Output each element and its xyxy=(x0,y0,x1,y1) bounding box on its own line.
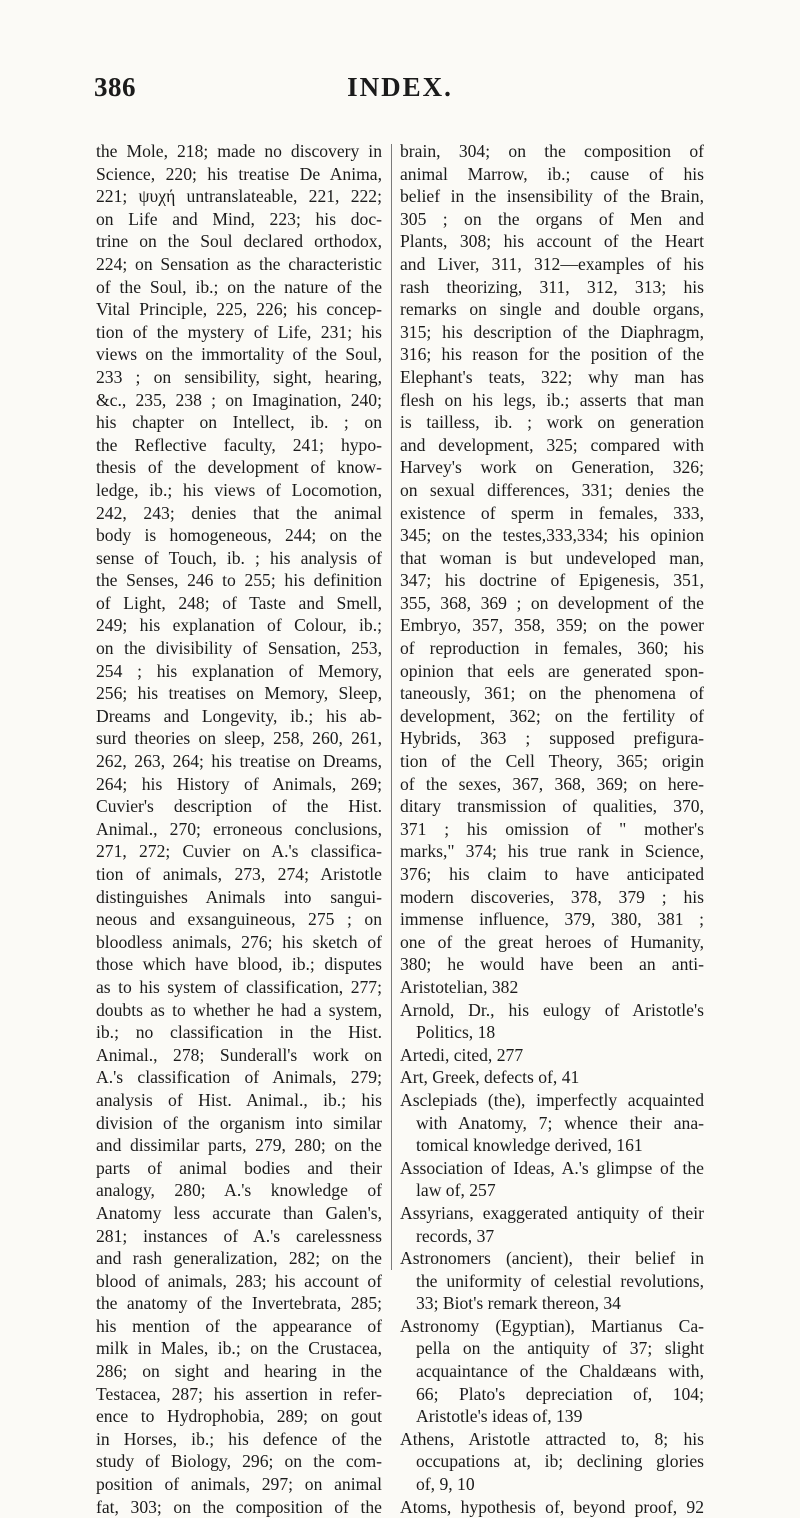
index-line: the Reflective faculty, 241; hypo- xyxy=(96,434,382,455)
index-line: as to his system of classification, 277; xyxy=(96,976,382,997)
index-line: that woman is but undeveloped man, xyxy=(400,547,704,568)
index-line: flesh on his legs, ib.; asserts that man xyxy=(400,389,704,410)
index-line: one of the great heroes of Humanity, xyxy=(400,931,704,952)
index-line: blood of animals, 283; his account of xyxy=(96,1270,382,1291)
index-line: body is homogeneous, 244; on the xyxy=(96,525,382,546)
index-line: analogy, 280; A.'s knowledge of xyxy=(96,1180,382,1201)
index-line: distinguishes Animals into sangui- xyxy=(96,886,382,907)
index-line: 305 ; on the organs of Men and xyxy=(400,208,704,229)
index-line: 347; his doctrine of Epigenesis, 351, xyxy=(400,570,704,591)
index-line: Hybrids, 363 ; supposed prefigura- xyxy=(400,728,704,749)
index-column-left xyxy=(96,140,382,1518)
index-line: Anatomy less accurate than Galen's, xyxy=(96,1202,382,1223)
index-line: &c., 235, 238 ; on Imagination, 240; xyxy=(96,389,382,410)
index-line: 233 ; on sensibility, sight, hearing, xyxy=(96,366,382,387)
index-line: 254 ; his explanation of Memory, xyxy=(96,660,382,681)
index-line: 262, 263, 264; his treatise on Dreams, xyxy=(96,751,382,772)
index-line: those which have blood, ib.; disputes xyxy=(96,954,382,975)
index-line: of, 9, 10 xyxy=(416,1474,475,1495)
index-line: on sexual differences, 331; denies the xyxy=(400,479,704,500)
index-line: fat, 303; on the composition of the xyxy=(96,1496,382,1517)
index-line: taneously, 361; on the phenomena of xyxy=(400,683,704,704)
index-line: 256; his treatises on Memory, Sleep, xyxy=(96,683,382,704)
index-line: and Liver, 311, 312—examples of his xyxy=(400,253,704,274)
column-divider xyxy=(391,144,392,1270)
index-line: surd theories on sleep, 258, 260, 261, xyxy=(96,728,382,749)
index-line: Atoms, hypothesis of, beyond proof, 92 xyxy=(400,1496,704,1517)
index-line: law of, 257 xyxy=(416,1180,496,1201)
index-line: on the divisibility of Sensation, 253, xyxy=(96,638,382,659)
index-line: animal Marrow, ib.; cause of his xyxy=(400,163,704,184)
index-line: 224; on Sensation as the characteristic xyxy=(96,253,382,274)
index-line: analysis of Hist. Animal., ib.; his xyxy=(96,1089,382,1110)
index-line: remarks on single and double organs, xyxy=(400,299,704,320)
index-line: on Life and Mind, 223; his doc- xyxy=(96,208,382,229)
index-line: 221; ψυχή untranslateable, 221, 222; xyxy=(96,186,382,207)
index-line: of Light, 248; of Taste and Smell, xyxy=(96,592,382,613)
index-line: bloodless animals, 276; his sketch of xyxy=(96,931,382,952)
index-line: Astronomy (Egyptian), Martianus Ca- xyxy=(400,1315,704,1336)
index-line: trine on the Soul declared orthodox, xyxy=(96,231,382,252)
index-line: 380; he would have been an anti- xyxy=(400,954,704,975)
index-line: Politics, 18 xyxy=(416,1022,496,1043)
index-line: doubts as to whether he had a system, xyxy=(96,999,382,1020)
index-line: 371 ; his omission of " mother's xyxy=(400,818,704,839)
index-line: his chapter on Intellect, ib. ; on xyxy=(96,412,382,433)
index-line: occupations at, ib; declining glories xyxy=(416,1451,704,1472)
index-line: Aristotelian, 382 xyxy=(400,976,519,997)
index-line: modern discoveries, 378, 379 ; his xyxy=(400,886,704,907)
index-line: and rash generalization, 282; on the xyxy=(96,1248,382,1269)
index-line: Vital Principle, 225, 226; his concep- xyxy=(96,299,382,320)
index-line: tion of the mystery of Life, 231; his xyxy=(96,321,382,342)
index-line: with Anatomy, 7; whence their ana- xyxy=(416,1112,704,1133)
index-line: Athens, Aristotle attracted to, 8; his xyxy=(400,1428,704,1449)
index-line: the Mole, 218; made no discovery in xyxy=(96,141,382,161)
index-line: immense influence, 379, 380, 381 ; xyxy=(400,909,704,930)
index-line: brain, 304; on the composition of xyxy=(400,141,704,161)
index-line: development, 362; on the fertility of xyxy=(400,705,704,726)
index-line: Testacea, 287; his assertion in refer- xyxy=(96,1383,382,1404)
index-line: Animal., 278; Sunderall's work on xyxy=(96,1044,382,1065)
index-line: Dreams and Longevity, ib.; his ab- xyxy=(96,705,382,726)
index-line: in Horses, ib.; his defence of the xyxy=(96,1428,382,1449)
running-head: INDEX. xyxy=(347,72,453,102)
index-line: 345; on the testes,333,334; his opinion xyxy=(400,525,704,546)
index-line: the anatomy of the Invertebrata, 285; xyxy=(96,1293,382,1314)
index-line: 376; his claim to have anticipated xyxy=(400,864,704,884)
index-line: of the sexes, 367, 368, 369; on here- xyxy=(400,773,704,794)
index-line: Art, Greek, defects of, 41 xyxy=(400,1067,580,1088)
index-line: 33; Biot's remark thereon, 34 xyxy=(416,1293,621,1314)
index-line: A.'s classification of Animals, 279; xyxy=(96,1067,382,1088)
index-line: parts of animal bodies and their xyxy=(96,1157,382,1178)
index-line: ence to Hydrophobia, 289; on gout xyxy=(96,1406,382,1427)
index-line: of the Soul, ib.; on the nature of the xyxy=(96,276,382,297)
index-line: position of animals, 297; on animal xyxy=(96,1474,382,1495)
page-header xyxy=(0,72,800,112)
index-line: 264; his History of Animals, 269; xyxy=(96,773,382,794)
index-line: Artedi, cited, 277 xyxy=(400,1044,524,1065)
index-line: the uniformity of celestial revolutions, xyxy=(416,1270,704,1291)
index-line: his mention of the appearance of xyxy=(96,1315,382,1336)
index-line: Science, 220; his treatise De Anima, xyxy=(96,163,382,184)
index-line: neous and exsanguineous, 275 ; on xyxy=(96,909,382,930)
index-line: milk in Males, ib.; on the Crustacea, xyxy=(96,1338,382,1359)
index-line: tomical knowledge derived, 161 xyxy=(416,1135,643,1156)
index-line: Embryo, 357, 358, 359; on the power xyxy=(400,615,704,636)
index-line: the Senses, 246 to 255; his definition xyxy=(96,570,382,591)
index-line: belief in the insensibility of the Brain, xyxy=(400,186,704,207)
index-line: Plants, 308; his account of the Heart xyxy=(400,231,704,252)
index-line: thesis of the development of know- xyxy=(96,457,382,478)
index-line: Asclepiads (the), imperfectly acquainted xyxy=(400,1089,704,1110)
index-line: Harvey's work on Generation, 326; xyxy=(400,457,704,478)
index-line: is tailless, ib. ; work on generation xyxy=(400,412,704,433)
index-line: Aristotle's ideas of, 139 xyxy=(416,1406,583,1427)
index-line: sense of Touch, ib. ; his analysis of xyxy=(96,547,382,568)
index-line: 315; his description of the Diaphragm, xyxy=(400,321,704,342)
index-line: and dissimilar parts, 279, 280; on the xyxy=(96,1135,382,1156)
index-line: ib.; no classification in the Hist. xyxy=(96,1022,382,1043)
index-line: tion of animals, 273, 274; Aristotle xyxy=(96,864,382,884)
index-line: and development, 325; compared with xyxy=(400,434,704,455)
index-line: Assyrians, exaggerated antiquity of their xyxy=(400,1202,704,1223)
index-line: 271, 272; Cuvier on A.'s classifica- xyxy=(96,841,382,862)
index-line: Animal., 270; erroneous conclusions, xyxy=(96,818,382,839)
index-line: ledge, ib.; his views of Locomotion, xyxy=(96,479,382,500)
index-line: 316; his reason for the position of the xyxy=(400,344,704,365)
index-column-right xyxy=(400,140,704,1518)
index-line: ditary transmission of qualities, 370, xyxy=(400,796,704,817)
index-line: Association of Ideas, A.'s glimpse of the xyxy=(400,1157,704,1178)
index-line: existence of sperm in females, 333, xyxy=(400,502,704,523)
index-line: tion of the Cell Theory, 365; origin xyxy=(400,751,704,772)
index-line: of reproduction in females, 360; his xyxy=(400,638,704,659)
index-line: 66; Plato's depreciation of, 104; xyxy=(416,1383,704,1404)
page-number: 386 xyxy=(94,72,136,102)
index-line: Arnold, Dr., his eulogy of Aristotle's xyxy=(400,999,704,1020)
index-line: study of Biology, 296; on the com- xyxy=(96,1451,382,1472)
index-line: 249; his explanation of Colour, ib.; xyxy=(96,615,382,636)
index-line: acquaintance of the Chaldæans with, xyxy=(416,1361,704,1382)
index-line: 355, 368, 369 ; on development of the xyxy=(400,592,704,613)
index-line: opinion that eels are generated spon- xyxy=(400,660,704,681)
index-line: 286; on sight and hearing in the xyxy=(96,1361,382,1382)
index-line: 281; instances of A.'s carelessness xyxy=(96,1225,382,1246)
index-line: rash theorizing, 311, 312, 313; his xyxy=(400,276,704,297)
index-line: marks," 374; his true rank in Science, xyxy=(400,841,704,862)
index-line: records, 37 xyxy=(416,1225,495,1246)
index-line: views on the immortality of the Soul, xyxy=(96,344,382,365)
index-line: Cuvier's description of the Hist. xyxy=(96,796,382,817)
index-line: 242, 243; denies that the animal xyxy=(96,502,382,523)
index-line: Astronomers (ancient), their belief in xyxy=(400,1248,704,1269)
index-line: division of the organism into similar xyxy=(96,1112,382,1133)
index-line: pella on the antiquity of 37; slight xyxy=(416,1338,704,1359)
index-line: Elephant's teats, 322; why man has xyxy=(400,366,704,387)
